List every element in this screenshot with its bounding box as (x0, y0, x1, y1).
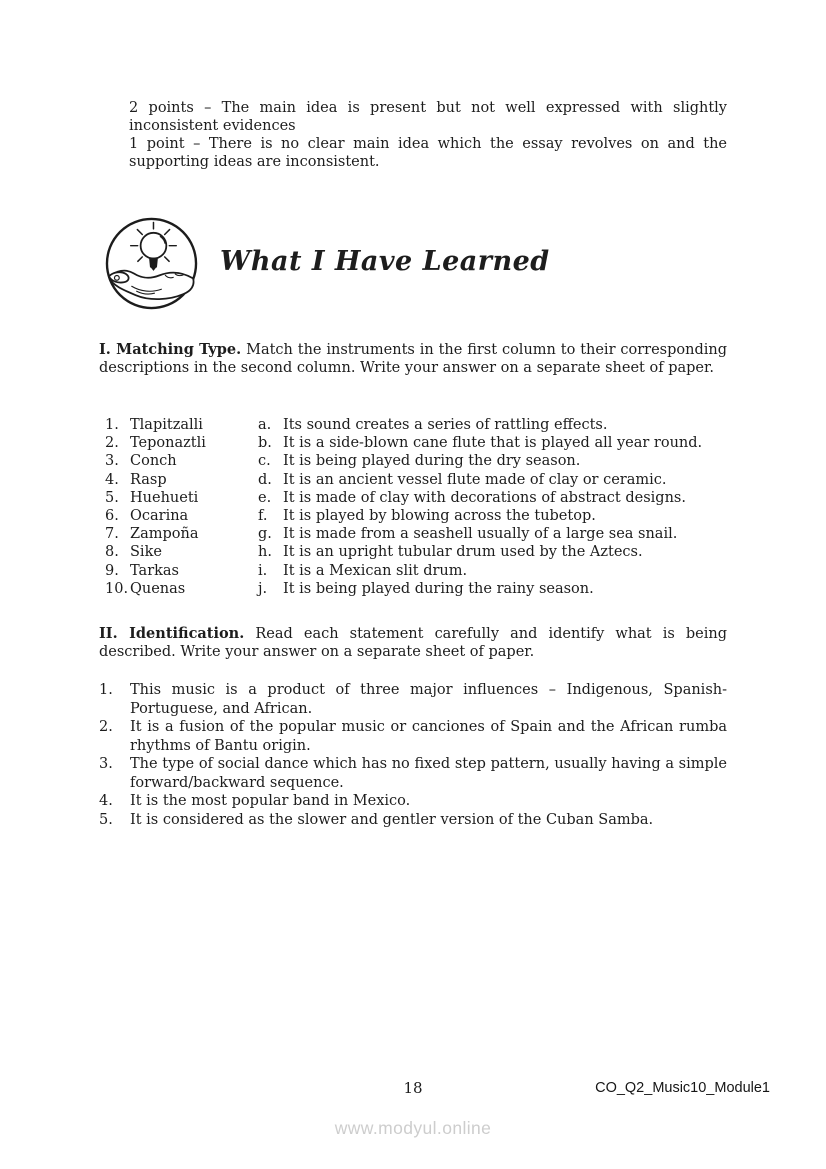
watermark-text: www.modyul.online (334, 1118, 492, 1138)
instrument-item: 2. Teponaztli (105, 435, 206, 452)
description-item: h. It is an upright tubular drum used by the Aztecs. (258, 544, 643, 561)
description-item: b. It is a side-blown cane flute that is played all year round. (258, 435, 703, 452)
instrument-item: 6. Ocarina (105, 508, 189, 525)
description-item: i. It is a Mexican slit drum. (258, 562, 468, 579)
description-item: d. It is an ancient vessel flute made of clay or ceramic. (258, 471, 667, 488)
identification-item: 3. The type of social dance which has no fixed step pattern, usually having a simple forward/backward sequence. (99, 756, 727, 791)
description-item: f. It is played by blowing across the tubetop. (258, 508, 596, 525)
identification-label: II. Identification. (99, 625, 245, 642)
description-item: j. It is being played during the rainy season. (258, 580, 594, 597)
identification-list (99, 681, 727, 829)
instrument-item: 8. Sike (105, 544, 162, 561)
identification-instructions-text: Read each statement carefully and identify what is being described. Write your answer on a separate sheet of paper. (99, 626, 727, 660)
matching-instruments-column (105, 416, 206, 598)
module-code: CO_Q2_Music10_Module1 (595, 1080, 770, 1096)
description-item: e. It is made of clay with decorations of abstract designs. (258, 489, 686, 506)
instrument-item: 3. Conch (105, 453, 177, 470)
identification-item: 5. It is considered as the slower and gentler version of the Cuban Samba. (99, 811, 654, 828)
rubric-2-points: 2 points – The main idea is present but not well expressed with slightly inconsistent evidences (129, 100, 727, 134)
description-item: c. It is being played during the dry season. (258, 453, 581, 470)
identification-instructions (99, 625, 727, 661)
instrument-item: 5. Huehueti (105, 489, 199, 506)
matching-instructions-text: Match the instruments in the first column to their corresponding descriptions in the second column. Write your answer on a separate sheet of paper. (99, 342, 728, 376)
matching-descriptions-column (258, 416, 702, 598)
page-number: 18 (403, 1079, 423, 1097)
instrument-item: 1. Tlapitzalli (105, 417, 203, 433)
identification-item: 4. It is the most popular band in Mexico. (99, 793, 411, 809)
instrument-item: 4. Rasp (105, 471, 167, 488)
instrument-item: 7. Zampoña (105, 526, 199, 543)
matching-instructions (99, 341, 727, 377)
instrument-item: 9. Tarkas (105, 562, 179, 579)
identification-item: 2. It is a fusion of the popular music or canciones of Spain and the African rumba rhythms of Bantu origin. (99, 719, 727, 754)
description-item: a. Its sound creates a series of rattling effects. (258, 417, 608, 433)
description-item: g. It is made from a seashell usually of a large sea snail. (258, 526, 678, 543)
section-title: What I Have Learned (220, 246, 550, 277)
identification-item: 1. This music is a product of three major influences – Indigenous, Spanish-Portuguese, and African. (99, 682, 727, 717)
rubric-1-point: 1 point – There is no clear main idea which the essay revolves on and the supporting ideas are inconsistent. (129, 136, 727, 170)
hand-holding-lightbulb-icon (104, 216, 199, 311)
rubric-block (129, 99, 727, 171)
matching-label: I. Matching Type. (99, 341, 242, 358)
instrument-item: 10. Quenas (105, 580, 186, 597)
